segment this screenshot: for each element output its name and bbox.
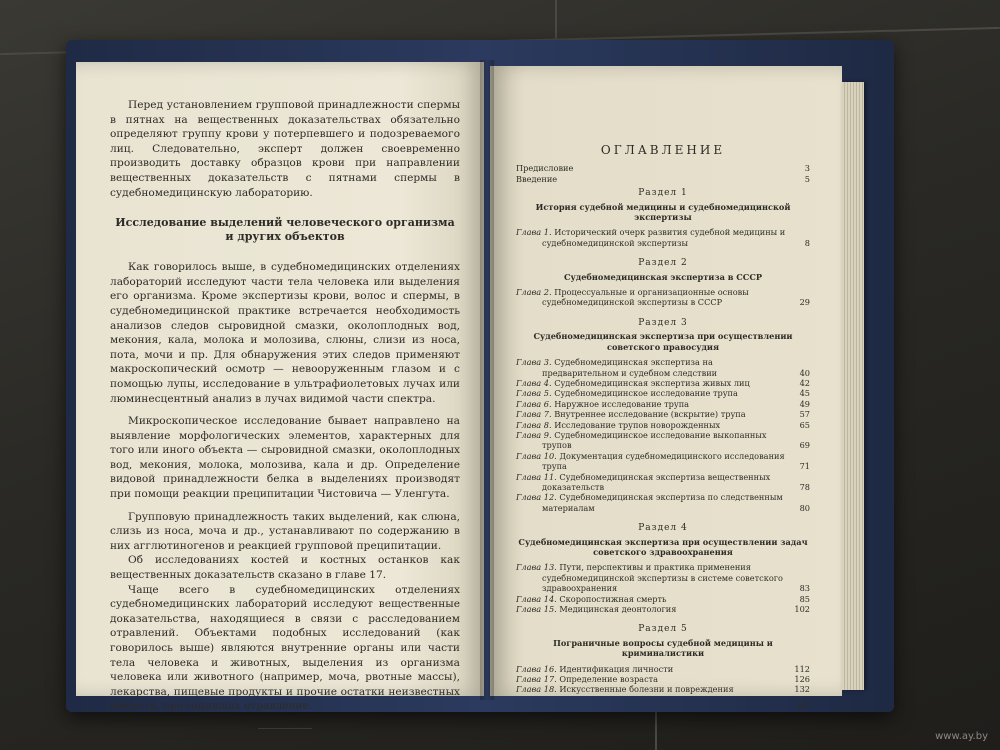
toc-chapter-label: Глава 1. Исторический очерк развития судебной медицины и судебномедицинской экспертизы — [516, 227, 786, 248]
paragraph: Чаще всего в судебномедицинских отделениях судебномедицинских лабораторий исследуют вещественные доказательства, находящиеся в связи с расследованием отравлений. Объектами подобных исследований (как говорилось выше) являются внутренние органы или части тела человека и животных, выделения из организма человека или животного (например, моча, рвотные массы), лекарства, пищевые продукты и прочие остатки неизвестных веществ, причинивших отравление. — [110, 583, 460, 713]
toc-part-title: История судебной медицины и судебномедицинской экспертизы — [535, 201, 791, 223]
toc-page: 40 — [799, 367, 810, 378]
toc-page: 71 — [799, 461, 810, 472]
toc-chapter-number: Глава 3. — [516, 357, 555, 368]
toc-chapter-number: Глава 2. — [516, 287, 555, 298]
toc-label: Введение — [516, 173, 558, 184]
toc-chapter-label: Глава 16. Идентификация личности — [516, 663, 674, 674]
toc-gap — [516, 248, 810, 254]
toc-chapter — [516, 594, 810, 604]
toc-chapter — [516, 674, 810, 684]
toc-part-label: Раздел 3 — [638, 317, 688, 328]
toc-chapter-number: Глава 18. — [516, 684, 560, 695]
toc-chapter — [516, 227, 810, 248]
toc-row — [516, 174, 810, 184]
toc-page: 83 — [799, 583, 810, 594]
table-of-contents — [516, 145, 810, 711]
toc-chapter — [516, 388, 810, 398]
toc-row — [516, 163, 810, 173]
toc-chapter — [516, 664, 810, 674]
toc-chapter-number: Глава 12. — [516, 492, 560, 503]
toc-chapter-number: Глава 16. — [516, 663, 560, 674]
section-heading: Исследование выделений человеческого организма и других объектов — [115, 216, 455, 244]
toc-chapter-number: Глава 11. — [516, 471, 560, 482]
toc-page: 112 — [794, 663, 810, 674]
toc-chapter-label: Глава 17. Определение возраста — [516, 674, 659, 685]
toc-chapter — [516, 420, 810, 430]
toc-chapter — [516, 430, 810, 451]
toc-chapter-label: Глава 15. Медицинская деонтология — [516, 604, 677, 615]
left-page-text — [110, 98, 460, 729]
toc-page: 80 — [799, 502, 810, 513]
toc-page: 49 — [799, 398, 810, 409]
toc-chapter-label: Глава 13. Пути, перспективы и практика применения судебномедицинской экспертизы в системе советского здравоохранения — [516, 562, 783, 594]
toc-chapter-number: Глава 5. — [516, 388, 555, 399]
toc-page: 132 — [794, 684, 810, 695]
toc-chapter-label: Глава 6. Наружное исследование трупа — [516, 398, 690, 409]
toc-row — [516, 701, 810, 711]
toc-chapter-number: Глава 9. — [516, 429, 555, 440]
toc-title: ОГЛАВЛЕНИЕ — [600, 143, 726, 157]
toc-page: 57 — [799, 409, 810, 420]
toc-page: 45 — [799, 388, 810, 399]
toc-chapter-label: Глава 18. Искусственные болезни и повреждения — [516, 684, 734, 695]
toc-page: 126 — [794, 674, 810, 685]
toc-part-label: Раздел 5 — [638, 624, 688, 635]
toc-chapter-number: Глава 15. — [516, 604, 560, 615]
toc-part-label: Раздел 4 — [638, 523, 688, 534]
toc-chapter-label: Глава 7. Внутреннее исследование (вскрытие) трупа — [516, 409, 746, 420]
toc-part-label: Раздел 1 — [638, 188, 688, 199]
toc-chapter-number: Глава 14. — [516, 593, 560, 604]
toc-page: 78 — [799, 481, 810, 492]
toc-chapter — [516, 451, 810, 472]
toc-chapter — [516, 287, 810, 308]
toc-page: 85 — [799, 593, 810, 604]
toc-gap — [516, 614, 810, 620]
toc-chapter-label: Глава 12. Судебномедицинская экспертиза по следственным материалам — [516, 492, 783, 513]
paragraph: Как говорилось выше, в судебномедицинских отделениях лабораторий исследуют части тела человека или выделения его организма. Кроме экспертизы крови, волос и спермы, в судебномедицинской практике встречается необходимость анализов следов сыровидной смазки, околоплодных вод, мекония, кала, молока и молозива, слюны, слизи из носа, пота, мочи и пр. Для обнаружения этих следов применяют макроскопический осмотр — невооруженным глазом и с помощью лупы, исследование в ультрафиолетовых лучах или люминесцентный анализ в лучах видимой части спектра. — [110, 261, 460, 405]
toc-label: Предисловие — [516, 163, 574, 174]
toc-part-title: Пограничные вопросы судебной медицины и криминалистики — [553, 637, 773, 659]
paragraph: Об исследованиях костей и костных останков как вещественных доказательств сказано в главе 17. — [110, 554, 460, 582]
toc-part-title: Судебномедицинская экспертиза в СССР — [564, 271, 762, 282]
toc-chapter-number: Глава 13. — [516, 562, 560, 573]
toc-chapter-number: Глава 7. — [516, 409, 555, 420]
toc-chapter-label: Глава 8. Исследование трупов новорожденных — [516, 419, 721, 430]
book-gutter — [480, 60, 494, 700]
toc-chapter-label: Глава 4. Судебномедицинская экспертиза живых лиц — [516, 377, 750, 388]
toc-chapter — [516, 409, 810, 419]
toc-chapter-label: Глава 5. Судебномедицинское исследование трупа — [516, 388, 738, 399]
toc-body — [516, 163, 810, 711]
toc-chapter — [516, 378, 810, 388]
toc-chapter — [516, 399, 810, 409]
toc-page: 29 — [799, 297, 810, 308]
toc-gap — [516, 308, 810, 314]
toc-chapter — [516, 562, 810, 593]
toc-gap — [516, 513, 810, 519]
watermark: www.ay.by — [935, 731, 988, 742]
toc-page: 5 — [804, 173, 810, 184]
toc-chapter-label: Глава 10. Документация судебномедицинского исследования трупа — [516, 450, 785, 472]
paragraph: Групповую принадлежность таких выделений, как слюна, слизь из носа, моча и др., устанавливают по содержанию в них агглютиногенов и реакцией групповой преципитации. — [110, 510, 460, 552]
toc-chapter — [516, 492, 810, 513]
toc-chapter-label: Глава 2. Процессуальные и организационные основы судебномедицинской экспертизы в СССР — [516, 287, 749, 308]
paragraph: Микроскопическое исследование бывает направлено на выявление морфологических элементов, характерных для того или иного объекта — сыровидной смазки, околоплодных вод, мекония, молока, молозива, кала и др. Определение видовой принадлежности белка в выделениях производят при помощи реакции преципитации Чистовича — Уленгута. — [110, 415, 460, 501]
toc-page: 69 — [799, 440, 810, 451]
toc-chapter-number: Глава 1. — [516, 227, 555, 238]
toc-page: 102 — [794, 604, 810, 615]
toc-page: 42 — [799, 377, 810, 388]
toc-chapter — [516, 357, 810, 378]
toc-chapter-label: Глава 3. Судебномедицинская экспертиза на предварительном и судебном следствии — [516, 357, 718, 378]
toc-part-title: Судебномедицинская экспертиза при осуществлении советского правосудия — [533, 331, 793, 352]
toc-chapter-label: Глава 9. Судебномедицинское исследование выкопанных трупов — [516, 429, 767, 451]
toc-page: 65 — [799, 419, 810, 430]
toc-chapter-number: Глава 10. — [516, 450, 560, 461]
toc-chapter — [516, 684, 810, 694]
paragraph: Перед установлением групповой принадлежности спермы в пятнах на вещественных доказательствах обязательно определяют группу крови у потерпевшего и подозреваемого лиц. Следовательно, эксперт должен своевременно производить доставку образцов крови при направлении вещественных доказательств с пятнами спермы в судебномедицинскую лабораторию. — [110, 99, 460, 199]
toc-part-label: Раздел 2 — [638, 258, 688, 269]
toc-chapter — [516, 472, 810, 493]
toc-part-title: Судебномедицинская экспертиза при осуществлении задач советского здравоохранения — [518, 536, 808, 557]
toc-chapter-label: Глава 14. Скоропостижная смерть — [516, 593, 667, 604]
toc-chapter-number: Глава 4. — [516, 377, 555, 388]
toc-chapter-label: Глава 11. Судебномедицинская экспертиза вещественных доказательств — [516, 471, 771, 492]
section-divider — [258, 728, 312, 729]
toc-last-page: 367 — [794, 700, 810, 711]
toc-page: 8 — [804, 237, 810, 248]
toc-chapter-number: Глава 6. — [516, 398, 555, 409]
toc-chapter — [516, 604, 810, 614]
toc-page: 3 — [804, 163, 810, 174]
page-edges — [842, 82, 864, 690]
toc-chapter-number: Глава 8. — [516, 419, 555, 430]
toc-chapter-number: Глава 17. — [516, 674, 560, 685]
